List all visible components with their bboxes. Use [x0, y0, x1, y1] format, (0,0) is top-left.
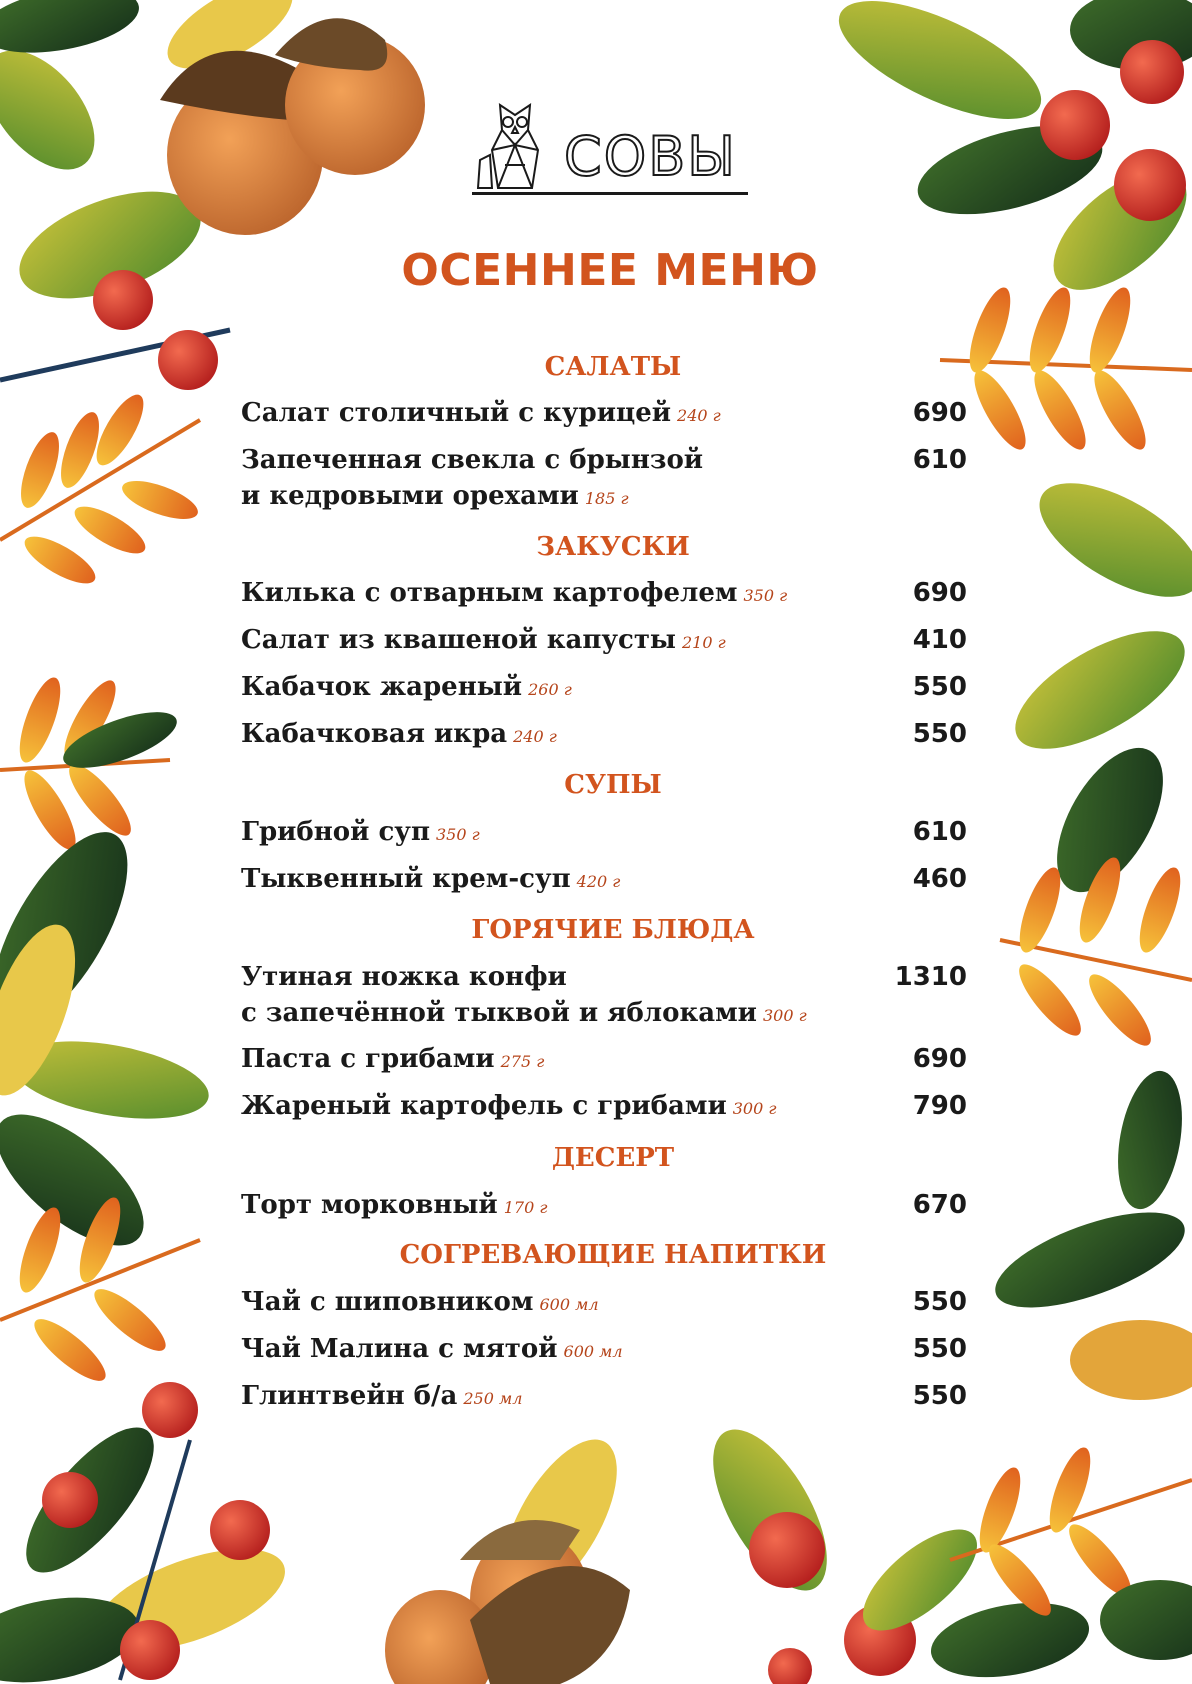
item-price: 670	[912, 1190, 967, 1220]
item-weight: 250 мл	[463, 1389, 523, 1408]
item-price: 690	[912, 398, 967, 428]
item-weight: 170 г	[503, 1198, 548, 1217]
item-price: 610	[912, 817, 967, 847]
item-name: Кабачковая икра 240 г	[241, 719, 557, 749]
item-name: Утиная ножка конфи	[241, 962, 567, 992]
item-weight: 600 мл	[539, 1295, 599, 1314]
menu-item	[241, 814, 967, 853]
menu-item	[241, 1041, 967, 1080]
item-weight: 275 г	[500, 1052, 545, 1071]
item-name: Чай Малина с мятой 600 мл	[241, 1334, 623, 1364]
menu-item	[241, 395, 967, 434]
item-name: Торт морковный 170 г	[241, 1190, 548, 1220]
menu-item	[241, 1331, 967, 1370]
menu-item	[241, 716, 967, 755]
section-title-soups: СУПЫ	[564, 770, 662, 800]
section-title-appetizers: ЗАКУСКИ	[536, 532, 690, 562]
item-price: 550	[912, 1287, 967, 1317]
item-name: Запеченная свекла с брынзой	[241, 445, 704, 475]
menu-item	[241, 1187, 967, 1226]
item-name-line2: с запечённой тыквой и яблоками 300 г	[241, 998, 807, 1028]
item-name: Кабачок жареный 260 г	[241, 672, 572, 702]
item-price: 690	[912, 578, 967, 608]
left-orange-sprig-1	[0, 388, 202, 592]
item-price: 550	[912, 672, 967, 702]
item-weight: 420 г	[576, 872, 621, 891]
section-title-dessert: ДЕСЕРТ	[551, 1143, 675, 1173]
menu-item	[241, 861, 967, 900]
logo-underline	[472, 192, 748, 195]
item-weight: 300 г	[762, 1006, 807, 1025]
top-right-leaves	[823, 0, 1192, 456]
item-price: 550	[912, 1334, 967, 1364]
item-price: 790	[912, 1091, 967, 1121]
menu-title: ОСЕННЕЕ МЕНЮ	[401, 245, 819, 296]
menu-item	[241, 669, 967, 708]
right-middle-leaves	[984, 460, 1192, 1400]
item-price: 610	[912, 445, 967, 475]
section-title-warm-drinks: СОГРЕВАЮЩИЕ НАПИТКИ	[399, 1240, 827, 1270]
item-name: Салат столичный с курицей 240 г	[241, 398, 721, 428]
item-name: Жареный картофель с грибами 300 г	[241, 1091, 777, 1121]
menu-item	[241, 575, 967, 614]
menu-item	[241, 1088, 967, 1127]
menu-item	[241, 442, 967, 517]
menu-item	[241, 1378, 967, 1417]
item-name: Глинтвейн б/а 250 мл	[241, 1381, 523, 1411]
item-weight: 210 г	[682, 633, 726, 652]
menu-item	[241, 1284, 967, 1323]
item-weight: 185 г	[584, 489, 629, 508]
item-weight: 350 г	[435, 825, 480, 844]
item-name-line2: и кедровыми орехами 185 г	[241, 481, 629, 511]
item-price: 550	[912, 1381, 967, 1411]
item-name: Паста с грибами 275 г	[241, 1044, 545, 1074]
owl-icon	[470, 100, 560, 192]
item-name: Грибной суп 350 г	[241, 817, 480, 847]
brand-logo	[470, 100, 750, 200]
item-name: Чай с шиповником 600 мл	[241, 1287, 599, 1317]
item-weight: 240 г	[513, 727, 557, 746]
item-weight: 600 мл	[563, 1342, 623, 1361]
section-title-hot-dishes: ГОРЯЧИЕ БЛЮДА	[471, 915, 755, 945]
item-name: Тыквенный крем-суп 420 г	[241, 864, 621, 894]
item-price: 460	[912, 864, 967, 894]
item-weight: 300 г	[732, 1099, 777, 1118]
section-title-salads: САЛАТЫ	[544, 352, 682, 382]
item-price: 410	[912, 625, 967, 655]
menu-item	[241, 622, 967, 661]
item-name: Килька с отварным картофелем 350 г	[241, 578, 788, 608]
item-price: 550	[912, 719, 967, 749]
item-name: Салат из квашеной капусты 210 г	[241, 625, 726, 655]
item-price: 1310	[894, 962, 967, 992]
item-weight: 350 г	[743, 586, 788, 605]
menu-item	[241, 959, 967, 1034]
bottom-leaves	[0, 1382, 1192, 1684]
left-middle-leaves	[0, 673, 215, 1390]
item-weight: 240 г	[677, 406, 721, 425]
item-weight: 260 г	[528, 680, 572, 699]
item-price: 690	[912, 1044, 967, 1074]
brand-name: СОВЫ	[564, 125, 737, 188]
